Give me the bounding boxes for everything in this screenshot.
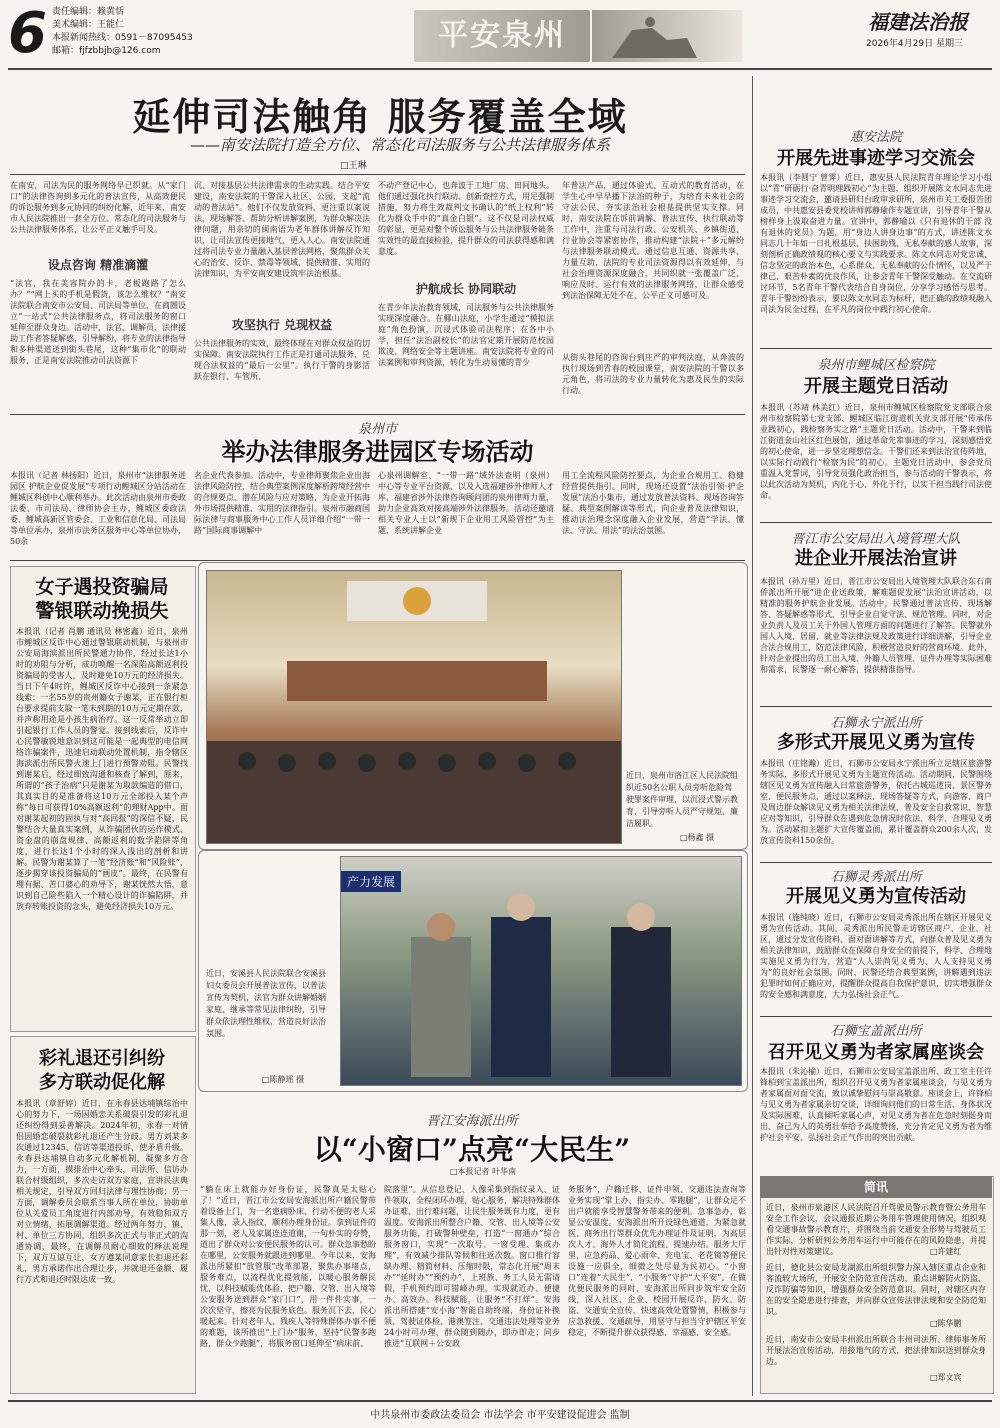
lead-col2b: 公共法律服务的实效，最终体现在对群众权益的切实保障。南安法院执行工作正是打通司法服务、兑现合法权益的“最后一公里”。执行干警的身影活跃在银行、车管所、	[194, 339, 370, 381]
outreach-photo: 产力发展	[340, 856, 742, 1086]
s6-body: 本报讯（朱沁榆）近日，石狮市公安局宝盖派出所、政工室主任许锋柏到宝盖派出所，组织召开见义勇为者家属座谈会，与见义勇为者家属面对面交流，致以诚挚慰问与崇高敬意。座谈会上，许锋柏与见义勇为者家属亲切交谈，详细询问他们的日常生活、身体状况及实际困难，认真倾听家属心声，对见义勇为者在危急时刻挺身而出、奋己为人的英勇壮举给予高度赞扬，充分肯定见义勇为者为维护社会平安、弘扬社会正气作出的突出贡献。	[760, 1067, 992, 1142]
park-title: 举办法律服务进园区专场活动	[221, 437, 534, 466]
lead-col1b: “法官，我在美容院办的卡，老板跑路了怎么办？”“网上买的手机是假货，该怎么维权？”南安法院联合南安市公安局、司法局等单位，在商圈设立“一站式”公共法律服务点，将司法服务的窗口延伸至群众身边。活动中，法官、调解员、法律援助工作者答疑解惑，引导解纷，将专业的法律指导和多种渠道送到街头巷尾，这种“集市化”的联动服务，正是南安法院推动司法资源下	[10, 279, 186, 365]
s4-kicker: 石狮永宁派出所	[830, 716, 922, 731]
lead-title: 延伸司法触角 服务覆盖全域	[132, 94, 628, 139]
refund-body: 本报讯（章舒婷）近日，在永春县达埔镇综治中心的努力下，一场因婚恋关系破裂引发的彩礼退还纠纷得到妥善解决。2024年初，永春一对情侣因婚恋破裂就彩礼退还产生分歧。男方刘某多次通过12345、信访等渠道投诉，使矛盾升级。永春县达埔镇自动多元化解机制，凝聚多方合力，一方面，摸排治中心牵头，司法所、信访办联合村级组织，多次走访双方家庭，宣讲民法典相关规定，引导双方回归法律与理性协商；另一方面，调解委员会联系当事人所在单位，协助单位从关爱员工角度进行内部劝导，有效稳和双方对立情绪，拓展调解渠道。经过两年努力，镇、村、单位三方协同，组织多次正式与非正式的沟通协调，最终，在调解员耐心细致的释法说理下，双方互谅互让，女方遵某同意家长拒退还彩礼，男方承诺作出合理让步，并就退还金额、履行方式和退还时限达成一致。	[16, 1099, 188, 1284]
park-kicker: 泉州市	[357, 422, 397, 437]
park-col2: 名企业代表参加。活动中，专业律师聚焦企业出海法律风险防控，结合典型案例深度解析跨境经营中的合规要点、潜在风险与应对策略，为企业开拓海外市场提供精准、实用的法律指引。泉州市融商国际法律与商事服务中心工作人员详细介绍“一带一路”国际商事调解中	[194, 471, 370, 535]
s2-title: 开展主题党日活动	[804, 376, 948, 397]
lead-col4b: 从街头巷尾的咨询台到庄严的审判法庭，从奔波的执行现场到青春的校园课堂，南安法院的干警以多元角色，将司法的专业力量转化为惠及民生的实际行动。	[562, 353, 744, 395]
horse-rider-icon	[592, 10, 742, 62]
park-bottom-rule	[10, 560, 745, 561]
lead-byline: □王琳	[340, 161, 367, 171]
photo2-credit: □陈静瑶 摄	[262, 1075, 305, 1084]
s4-rule	[760, 862, 992, 863]
lead-heading-b: 攻坚执行 兑现权益	[231, 318, 333, 332]
photo1-credit: □杨鑫 摄	[680, 833, 715, 842]
lead-heading-c: 护航成长 协同联动	[415, 282, 517, 296]
window-byline: □本报记者 叶华南	[450, 1167, 517, 1176]
paper-logo: 福建法治报	[868, 10, 968, 34]
window-kicker: 晋江安海派出所	[426, 1114, 518, 1129]
courtroom-photo	[206, 570, 622, 844]
brief-credit-2: □陈华鹏	[930, 1319, 962, 1328]
window-col1: “躺在床上就能办好身份证，民警真是太贴心了！”近日，晋江市公安局安海派出所户籍民警带着设备上门，为一名患病卧床、行动不便的老人采集人像，录入指纹，顺利办理身份证。拿到证件的那一刻，老人及家属连连道谢，一句朴实的夸赞，道出了群众对公安便民服务的认可。群众急事愁盼在哪里，公安服务就跟进到哪里。今年以来，安海派出所紧扣“放管服”改革部署，聚焦办事堵点，服务难点，以流程优化提效能，以暖心服务解民忧，以科技赋能优体验，把户籍、交管、出入境等公安服务送到群众“家门口”，用一件件实事，一次次坚守，擦亮为民服务底色。服务沉下去，民心暖起来。针对老年人、残疾人等特殊群体办事不便的难题，该所推出“上门办”服务，坚持“民警多跑路，群众少跑腿”，将服务窗口延伸至“病床前、	[200, 1185, 376, 1348]
lead-col4: 年普法产品，通过体验式、互动式的教育活动，在学生心中早早播下法治的种子，为培育未来社会的守法公民、夯实法治社会根基提供坚实支撑。同时，南安法院在诉前调解、普法宣传、执行联动等工作中，注重与司法行政、公安机关、乡镇街道、行业协会等紧密协作，推动构建“法院＋”多元解纷与法律服务联动模式。通过信息互通、资源共享、力量互助，法院的专业司法资源得以有效延伸，与社会治理资源深度融合，共同织就一张覆盖广泛、响应及时、运行有效的法律服务网络，让群众感受到法治保障无处不在、公平正义可感可及。	[562, 181, 744, 300]
window-title: 以“小窗口”点亮“大民生”	[313, 1133, 631, 1166]
hotline: 本报新闻热线：0591－87095453	[52, 33, 193, 43]
courtroom-scene	[207, 571, 621, 843]
park-col3: 心泉州调解室、“一带一路”域外法查明（泉州）中心等专业平台资源，以及入选福建涉外律师人才库、福建省涉外法律咨询顾问团的泉州律师力量，助力企业高效对接高端涉外法律服务。活动还邀请相关专业人士以“新规下企业用工风险管控”为主题，系统讲解企业	[378, 471, 554, 535]
brief-item-1: 近日，泉州市泉港区人民法院召开驾驶员警示教育暨公务用车安全工作会议，会议通报近期公务用车管理使用情况，组织观看交通事故警示教育片，并围绕当前交通安全形势与驾驶员工作实际，分析研判公务用车运行中可能存在的风险隐患，并提出针对性对策建议。	[766, 1203, 986, 1256]
footer-text: 中共泉州市委政法委员会 市法学会 市平安建设促进会 监制	[370, 1410, 630, 1421]
s5-rule	[760, 1016, 992, 1017]
brief-header: 简讯	[760, 1176, 992, 1198]
window-col2: 院落里”。从信息登记、人像采集到指纹录入、证件领取，全程闭环办理，贴心服务，解决特殊群体办证难、出行难问题，让民生服务既有力度，更有温度。安海派出所整合户籍、交管、出入境等公安服务功能，打破警种壁垒，打造“一窗通办”综合服务窗口，实现“一次取号、一窗受理、集成办理”，有效减少排队等候和往返次数。窗口推行容缺办理、精简材料、压缩时限，常态化开展“周末办”“延时办”“预约办”，上班族、务工人员无需请假，手机预约即可错峰办理，实现就近办、便捷办、高效办。科技赋能，让服务“不打烊”。安海派出所搭建“安小海”智能自助终端，身份证补换领、驾驶证体检、港澳签注、交通违法处理等业务24小时可办理，群众随到随办，即办即走；同步推进“互联网＋公安政	[384, 1185, 560, 1348]
refund-title-2: 多方联动促化解	[39, 1072, 165, 1093]
fraud-body: 本报讯（记者 肖鹏 通讯员 林密鑫）近日，泉州市鲤城区反诈中心通过警银联动机制，与泉州市公安局海滨派出所民警通力协作，经过长达1小时的劝阻与分析，成功唤醒一名深陷高额返利投资骗局的受害人，及时避免10万元的经济损失。当日下午4时许，鲤城区反诈中心接到一条紧急线索：一名55岁的贵州籍女子谢某，正在银行柜台要求提前支取一笔未到期的10万元定期存款，并声称用途是小孩生病治疗。这一反常举动立即引起银行工作人员的警觉。接到线索后，反诈中心民警敏锐地意识到这可能是一起典型的电信网络诈骗案件，迅速启动联动处置机制，指令辖区海滨派出所民警火速上门进行预警劝阻。民警找到谢某后，经过细致沟通和核查了解到，原来，所谓的“孩子治病”只是谢某为取款编造的借口，其真实目的是准备将这10万元全部投入某个声称“每日可获得10%高额返利”的理财App中。面对谢某起初的固执与对“高回报”的深信不疑，民警结合大量真实案例，从诈骗团伙的运作模式、资金盘的崩盘规律、高额返利的数学陷阱等角度，进行长达1个小时的深入浅出的剖析和讲解。民警为谢某算了一笔“经济账”和“风险账”，逐步揭穿该投资骗局的“画皮”。最终，在民警有理有据、苦口婆心的劝导下，谢某恍然大悟，意识到自己险些陷入一个精心设计的诈骗陷阱，并放弃转账投资的念头，避免经济损失10万元。	[16, 627, 188, 911]
window-col3: 务服务”，户籍迁移、证件申领、交通违法查询等业务实现“掌上办、指尖办、零跑腿”，让群众足不出户就能享受智慧警务带来的便利。急事急办，彰显公安温度。安海派出所开设绿色通道，为紧急就医、商务出行等群众优先办理证件及证明，为高层次人才、海外人才简化流程、提速办结。服务大厅里，应急药品、爱心雨伞、充电宝、老花镜等便民设施一应俱全，细微之处尽显为民初心。“小窗口”连着“大民生”，“小服务”守护“大平安”。在做优便民服务的同时，安海派出所同步筑牢安全防线，深入社区、企业、校园开展反诈、防火、防盗、交通安全宣传，快速高效处置警情，积极参与应急救援、交通疏导，用坚守与担当守护辖区平安稳定，不断提升群众获得感、幸福感、安全感。	[568, 1185, 746, 1337]
s3-kicker: 晋江市公安局出入境管理大队	[791, 532, 961, 547]
s1-title: 开展先进事迹学习交流会	[777, 148, 975, 169]
s5-body: 本报讯（施纯晓）近日，石狮市公安局灵秀派出所在辖区开展见义勇为宣传活动。其间，灵秀派出所民警走访辖区商户、企业、社区，通过分发宣传资料、面对面讲解等方式，向群众普及见义勇为相关法律知识，鼓励群众在保障自身安全的前提下，科学、合理地实施见义勇为行为，营造“人人崇尚见义勇为、人人支持见义勇为”的良好社会氛围。同时，民警还结合典型案例，讲解遇到违法犯罪时如何正确应对，提醒群众提高自我保护意识，切实增强群众的安全感和满意度，大力弘扬社会正气。	[760, 913, 992, 999]
footer-rule	[8, 1400, 992, 1402]
lead-col1: 在南安，司法为民的服务网络早已织就。从“家门口”的法律咨询到多元化的普法宣传，从高效便民的诉讼服务到多元协同的纠纷化解，近年来，南安市人民法院推出一套全方位、常态化的司法服务与公共法律服务体系，让公平正义触手可及。	[10, 181, 186, 234]
s1-body: 本报讯（李圆宁 曾霁）近日，惠安县人民法院青年理论学习小组以“青”研砺行·奋青明理践初心”为主题，组织开展陈文水同志先进事迹学习交流会，邀请县研归台政审求研所，泉州市关工委报告团成员，中共惠安县委党校讲师郭静瑜作专题宣讲，引导青年干警从榜样身上汲取奋进力量。宣讲中，郭静瑜以《只有退休的干部 没有退休的党员》为题，用“身边人讲身边事”的方式，讲述陈文水同志几十年如一日扎根基层、扶困助残、无私奉献的感人故事，深刻剖析正确政绩观的核心要义与实践要求。陈文水同志对党忠诚、信念坚定的政治本色，心系群众、无私奉献的公仆情怀，以及严于律己、艰苦朴素的优良作风，让参会青年干警深受触动。在交流研讨环节，5名青年干警代表结合自身岗位，分享学习感悟与思考。青年干警纷纷表示，要以陈文水同志为标杆，把正确的政绩观融入司法为民全过程，在平凡的岗位中践行初心使命。	[760, 173, 992, 314]
section-banner: 平安泉州	[414, 10, 590, 62]
masthead-rule	[8, 68, 992, 70]
art-editor: 美术编辑：王能仁	[52, 20, 125, 30]
fraud-title-2: 警银联动挽损失	[35, 600, 169, 622]
brief-credit-1: □许建红	[930, 1247, 962, 1256]
park-rule	[10, 414, 745, 415]
masthead-info	[52, 6, 193, 58]
s1-rule	[760, 348, 992, 349]
brief-item-2: 近日，德化县公安局龙湖派出所组织警力深入辖区重点企业和客流较大场所，开展安全防范宣传活动，重点讲解防火防盗、反诈防骗等知识，增强群众安全防范意识。同时，对辖区内存在的安全隐患进行排查，并向群众宣传法律法规和安全防范知识。	[766, 1263, 986, 1316]
photo2-caption: 近日，安溪县人民法院联合安溪县妇女委员会开展普法宣传，以普法宣传为契机，法官为群众讲解婚姻家庭、继承等常见法律纠纷，引导群众依法理性维权，营造良好法治氛围。	[206, 969, 326, 1038]
s3-rule	[760, 706, 992, 707]
page-number: 6	[8, 1, 47, 66]
lead-col3: 不动产登记中心，也奔波于工地厂房、田间地头。他们通过强化执行联动、创新查控方式，用足强制措施，努力将生效裁判文书确认的“纸上权利”转化为群众手中的“真金白银”。这不仅是司法权威的彰显，更是对整个诉讼服务与公共法律服务链条实效性的最直接检验，提升群众的司法获得感和满意度。	[378, 181, 554, 256]
park-col4: 用工全流程风险防控要点，为企业合规用工、稳健经营提供指引。同时，现场还设置“法治引领·护企发展”法治小集市，通过发放普法资料、现场咨询答疑、典型案例解读等形式，向企业普及法律知识，推动法治理念深度融入企业发展，营造“学法、懂法、守法、用法”的法治氛围。	[562, 471, 744, 535]
s6-title: 召开见义勇为者家属座谈会	[768, 1042, 984, 1063]
s1-kicker: 惠安法院	[849, 130, 902, 145]
s5-kicker: 石狮灵秀派出所	[830, 870, 922, 885]
park-col1: 本报讯（记者 林扬阳）近日，泉州市“法律服务进园区 护航企业促发展”专项行动鲤城区分站活动在鲤城区科创中心顺利举办。此次活动由泉州市委政法委、市司法局、律师协会主办，鲤城区委政法委、鲤城高新区管委会、工业和信息化局、司法局等单位承办，泉州市法务区服务中心等单位协办，50余	[10, 471, 186, 546]
editor: 责任编辑：赖黄恬	[52, 7, 125, 17]
lead-col2: 沉、对接基层公共法律需求的生动实践。结合平安建设，南安法院的干警深入社区、公园，支起“流动的普法站”。他们不仅发放资料、更注重以案说法，现场解答、帮助分析讲解案例，为群众解决法律问题，用亲切的闽南语为老年群体讲解反诈知识，让司法宣传更接地气、更入人心。南安法院通过将司法专业力量融入基层普法网格，聚焦群众关心的治安、反诈、禁毒等领域，提供精准、实用的法律知识，为平安南安建设筑牢法治根基。	[194, 181, 370, 278]
s2-body: 本报讯（苏靖 林美红）近日，泉州市鲤城区检察院党支部联合泉州市检察院第七党支部、鲤城区临江街道机关党支部开展“传承伟业践初心，践检察务实之路”主题党日活动。活动中，干警来到临江街道金山社区红色展馆，通过革命先辈事迹的学习，深刻感悟党的初心使命，进一步坚定理想信念。干警们还来到法治宣传阵地，以实际行动践行“检察为民”的初心。主题党日活动中，参会党员重温入党誓词，引导党员强化政治担当，参与活动的干警表示，将以此次活动为契机，内化于心、外化于行，以实干担当践行司法使命。	[760, 403, 992, 500]
lead-col3b: 在青少年法治教育领域，司法服务与公共法律服务实现深度融合。在椰山法庭，小学生通过“模拟法庭”角色扮演，沉浸式体验司法程序；在各中小学，担任“法治副校长”的法官定期开展防范校园欺凌、网络安全等主题讲座。南安法院将专业的司法案例和审判资源，转化为生动易懂的青少	[378, 303, 554, 367]
s2-kicker: 泉州市鲤城区检察院	[817, 358, 935, 373]
fraud-title-1: 女子遇投资骗局	[35, 576, 169, 598]
date: 2026年4月29日 星期三	[866, 39, 963, 49]
court-emblem-icon	[403, 587, 431, 615]
s3-body: 本报讯（孙万里）近日，晋江市公安局出入境管理大队联合东石南侨派出所开展“进企业送政策，解难题促发展”法治宣讲活动，以精准的服务护航企业发展。活动中，民警通过普法宣传、现场解答、答疑解惑等形式，引导企业自觉守法、规范管理。同时，对企业负责人及员工关于外国人管理方面的问题进行了解答。民警就外国人入境、居留、就业等法律法规及政策进行详细讲解，引导企业合法合规用工，防范法律风险，积极营造良好的营商环境。此外，针对企业提出的员工出入境、外籍人员管理、证件办理等实际困难和需求，民警逐一耐心解答，提供精准指导。	[760, 577, 992, 674]
lead-heading-a: 设点咨询 精准滴灌	[47, 258, 149, 272]
brief-credit-3: □郑文宾	[930, 1373, 962, 1382]
lead-subtitle: ——南安法院打造全方位、常态化司法服务与公共法律服务体系	[189, 136, 610, 154]
s6-kicker: 石狮宝盖派出所	[830, 1024, 922, 1039]
brief-item-3: 近日，南安市公安局丰州派出所联合丰州司法所、律师事务所开展法治宣传活动，用接地气的方式，把法律知识送到群众身边。	[766, 1335, 986, 1366]
right-column-divider	[752, 76, 753, 1396]
photo1-caption: 近日，泉州市洛江区人民法院组织近50名公职人员旁听危险驾驶罪案件审理，以沉浸式警示教育，引导旁听人员严守规矩、廉洁履职。	[626, 771, 738, 828]
s4-body: 本报讯（庄铭瀚）近日，石狮市公安局永宁派出所立足辖区旅游警务实际，多形式开展见义勇为主题宣传活动。活动期间，民警围绕辖区见义勇为宣传融入日常旅游警务，依托古城巡逻岗、景区警务室、便民服务点，通过以案释法、现场答疑等方式，向游客、商户及周边群众解读见义勇为相关法律法规，普及安全自救常识、智慧应对等知识，引导群众在遇到危急情况时依法、科学、合理见义勇为。活动紧扣主题扩大宣传覆盖面，累计覆盖群众200余人次，发放宣传资料150余份。	[760, 759, 992, 845]
lead-rule	[10, 174, 745, 175]
banner-art	[592, 10, 742, 62]
s5-title: 开展见义勇为宣传活动	[786, 886, 966, 907]
refund-title-1: 彩礼退还引纠纷	[39, 1048, 165, 1069]
s4-title: 多形式开展见义勇为宣传	[777, 732, 975, 753]
email: 邮箱：fjfzbbjb@126.com	[52, 46, 161, 56]
s2-rule	[760, 522, 992, 523]
s3-title: 进企业开展法治宣讲	[795, 548, 957, 569]
